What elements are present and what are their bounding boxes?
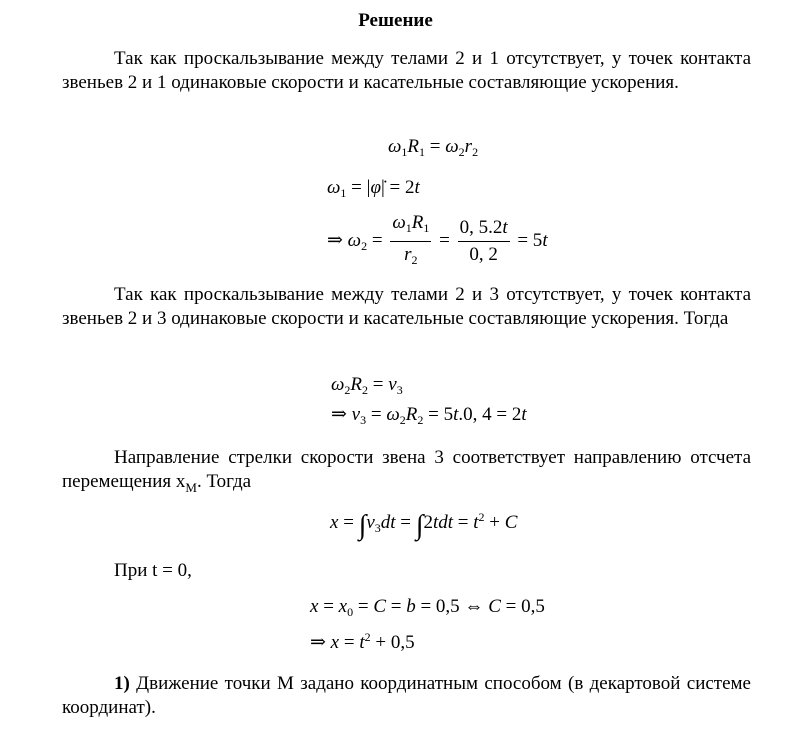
- paragraph-5-text: Движение точки М задано координатным способом (в декартовой системе координат).: [62, 673, 751, 718]
- equation-initial: $x = x_0 = C = b = 0,5$ ⇔ C = 0,5: [310, 596, 545, 619]
- paragraph-5: [62, 672, 751, 720]
- equation-integral: $x = \int v_3dt = \int 2tdt = t^2 + C$: [330, 510, 518, 541]
- fraction-1: $\frac{\omega_1R_1}{r_2}$: [392, 212, 430, 267]
- equation-omega2: ⇒ $\omega_2$ = $\frac{\omega_1R_1}{r_2}$ = $\frac{0, 5.2t}{0, 2}$ = 5t: [327, 212, 548, 271]
- paragraph-3-sub: M: [185, 479, 197, 495]
- paragraph-3-text: Направление стрелки скорости звена 3 соответствует направлению отсчета перемещения x: [62, 447, 751, 492]
- paragraph-3-tail: . Тогда: [196, 471, 252, 492]
- fraction-2: $\frac{0, 5.2t}{0, 2}$: [459, 217, 508, 265]
- paragraph-3: [62, 446, 751, 500]
- paragraph-5-number: 1): [114, 673, 130, 694]
- paragraph-4: При t = 0,: [114, 560, 192, 581]
- equation-omega1: $\omega_1$ = |φ̇| = 2t: [327, 177, 420, 200]
- solution-title: Решение: [358, 10, 433, 31]
- paragraph-2: Так как проскальзывание между телами 2 и 3 отсутствует, у точек контакта звеньев 2 и 3 одинаковые скорости и касательные составляющие ускорения. Тогда: [62, 284, 751, 329]
- equation-x: ⇒ $x = t^2 + 0,5$: [310, 630, 415, 653]
- equation-omega1R1: $\omega_1R_1 = \omega_2r_2$: [388, 136, 479, 159]
- equation-omega2R2: $\omega_2R_2 = v_3$: [331, 374, 403, 397]
- equation-v3: ⇒ $v_3 = \omega_2R_2 = 5t.0$, 4 = 2t: [331, 404, 527, 427]
- paragraph-1: Так как проскальзывание между телами 2 и 1 отсутствует, у точек контакта звеньев 2 и 1 одинаковые скорости и касательные составляющие ускорения.: [62, 48, 751, 93]
